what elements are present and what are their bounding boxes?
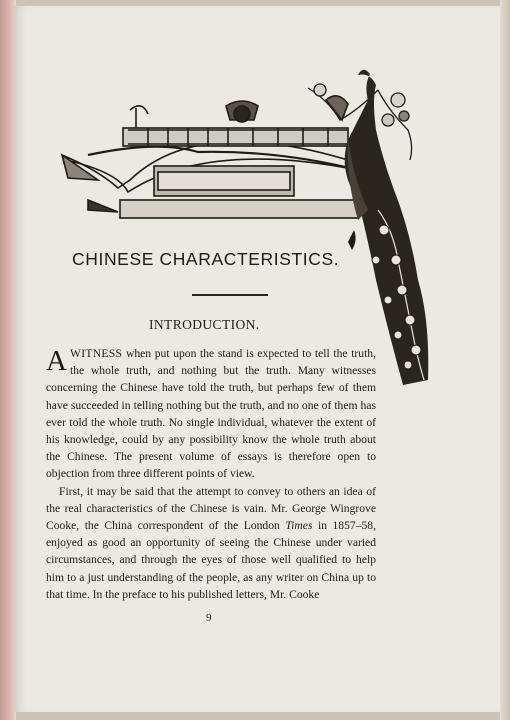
book-title: CHINESE CHARACTERISTICS. bbox=[72, 249, 340, 269]
drop-cap: A bbox=[46, 345, 67, 377]
body-text bbox=[46, 345, 376, 603]
section-heading: INTRODUCTION. bbox=[149, 317, 260, 332]
title-rule-divider bbox=[192, 294, 268, 296]
pavilion-roof-icon bbox=[62, 96, 358, 218]
paragraph-1-text: when put upon the stand is expected to tell the truth, the whole truth, and nothing but the truth. Many witnesses concerning the Chinese have told the truth, but perhaps few of them have succeeded in telling nothing but the truth, and no one of them has ever told the whole truth. No single individual, whatever the extent of his knowledge, could by any possibility know the whole truth about the Chinese. The present volume of essays is therefore open to objection from three different points of view. bbox=[46, 347, 376, 481]
page-right-edge bbox=[500, 0, 510, 720]
first-word: WITNESS bbox=[69, 347, 123, 360]
page-number: 9 bbox=[206, 612, 212, 624]
paragraph-2-text-a: First, it may be said that the attempt to convey to others an idea of the real characteristics of the Chinese is vain. Mr. George Wingrove Cooke, the China correspondent of the London bbox=[46, 484, 376, 533]
peacock-pavilion-illustration bbox=[58, 60, 438, 390]
paragraph-2-text-b: in 1857–58, enjoyed as good an opportunity of seeing the Chinese under varied circumstances, and through the eyes of those well qualified to help him to a just understanding of the people, as any writer on China up to that time. In the preface to his published letters, Mr. Cooke bbox=[46, 519, 376, 601]
paragraph-2 bbox=[46, 483, 376, 603]
times-italic: Times bbox=[285, 519, 313, 533]
paragraph-1 bbox=[46, 345, 376, 483]
